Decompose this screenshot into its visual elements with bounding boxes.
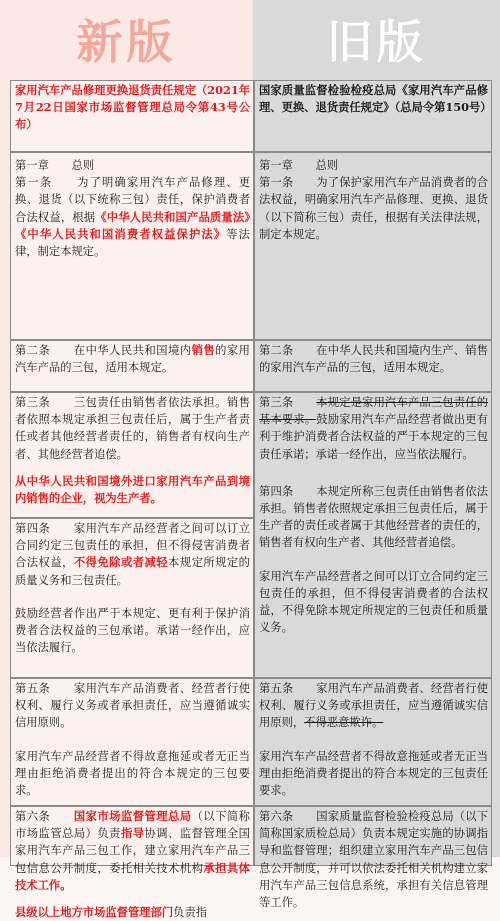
new-article-1-text <box>15 174 250 260</box>
old-article-3-rest: 鼓励家用汽车产品经营者做出更有利于维护消费者合法权益的严于本规定的三包责任承诺；承诺一经作出，应当依法履行。 <box>259 413 488 461</box>
new-article-6-text <box>15 808 250 894</box>
new-article-3-importer-text: 从中华人民共和国境外进口家用汽车产品到境内销售的企业，视为生产者。 <box>15 473 250 506</box>
new-article-1-laws: 《中华人民共和国产品质量法》《中华人民共和国消费者权益保护法》 <box>15 209 250 241</box>
new-article-6-local-text <box>15 904 250 921</box>
new-article-6-technical: 承担具体技术工作。 <box>15 860 250 892</box>
new-version-heading: 新版 <box>76 15 177 69</box>
new-article-4-part2: 本规定所规定的质量义务和三包责任。 <box>15 556 250 587</box>
old-article-3-text <box>259 394 488 463</box>
new-article-6-local-rest: 负责指 <box>173 906 208 920</box>
new-article-3-cell <box>10 392 254 518</box>
old-article-4-text: 第四条 本规定所称三包责任由销售者依法承担。销售者依照规定承担三包责任后，属于生产者的责任或者属于其他经营者的责任的，销售者有权向生产者、其他经营者追偿。 <box>259 484 488 550</box>
new-article-1-part2: 等法律，制定本规定。 <box>15 227 250 259</box>
new-article-6-part2: 协调、监督管理全国家用汽车产品三包工作，建立家用汽车产品三包信息公开制度，委托相关技术机构 <box>15 827 250 875</box>
new-article-6-guidance: 指导 <box>120 826 145 841</box>
new-article-3-text: 第三条 三包责任由销售者依法承担。销售者依照本规定承担三包责任后，属于生产者责任或者其他经营者责任的，销售者有权向生产者、其他经营者追偿。 <box>15 396 250 461</box>
new-article-6-label: 第六条 <box>15 810 74 823</box>
old-article-5-text <box>259 680 488 732</box>
new-chapter-heading: 第一章 总则 <box>15 159 95 172</box>
old-article-5-refusal-text: 家用汽车产品经营者不得故意拖延或者无正当理由拒绝消费者提出的符合本规定的三包责任要求。 <box>259 749 488 798</box>
old-article-1-text: 第一条 为了保护家用汽车产品消费者的合法权益，明确家用汽车产品修理、更换、退货（以下简称三包）责任，根据有关法律法规，制定本规定。 <box>259 176 488 241</box>
comparison-table <box>10 80 492 920</box>
old-title-cell <box>254 80 492 152</box>
new-article-4-promise-text: 鼓励经营者作出严于本规定、更有利于保护消费者合法权益的三包承诺。承诺一经作出，应当依法履行。 <box>15 606 250 655</box>
new-title-cell <box>10 80 254 152</box>
new-article-6-cell <box>10 806 254 920</box>
new-article-1-part1: 第一条 为了明确家用汽车产品修理、更换、退货（以下统称三包）责任，保护消费者合法权益，根据 <box>15 176 250 224</box>
new-article-4-part1: 第四条 家用汽车产品经营者之间可以订立合同约定三包责任的承担，但不得侵害消费者合法权益， <box>15 522 250 570</box>
old-article-3-4-cell <box>254 392 492 678</box>
new-article-5-refusal-text: 家用汽车产品经营者不得故意拖延或者无正当理由拒绝消费者提出的符合本规定的三包要求。 <box>15 749 250 798</box>
old-version-heading: 旧版 <box>326 15 427 69</box>
old-article-1-cell <box>254 152 492 340</box>
new-article-2-part1: 第二条 在中华人民共和国境内 <box>15 344 192 357</box>
old-article-4-contract-text: 家用汽车产品经营者之间可以订立合同约定三包责任的承担，但不得侵害消费者的合法权益，不得免除本规定所规定的三包责任和质量义务。 <box>259 569 488 635</box>
old-article-5-part1: 第五条 家用汽车产品消费者、经营者行使权利、履行义务或承担责任，应当遵循诚实信用原则， <box>259 682 488 730</box>
old-article-6-text: 第六条 国家质量监督检验检疫总局（以下简称国家质检总局）负责本规定实施的协调指导和监督管理；组织建立家用汽车产品三包信息公开制度，并可以依法委托相关机构建立家用汽车产品三包信息系统，承担有关信息管理等工作。 <box>259 810 488 910</box>
new-article-5-text: 第五条 家用汽车产品消费者、经营者行使权利、履行义务或者承担责任，应当遵循诚实信用原则。 <box>15 682 250 730</box>
old-article-3-deleted: 本规定是家用汽车产品三包责任的基本要求。 <box>259 396 488 427</box>
new-article-2-cell <box>10 340 254 392</box>
new-article-4-cell <box>10 518 254 678</box>
new-regulation-title: 家用汽车产品修理更换退货责任规定（2021年7月22日国家市场监督管理总局令第43号公布） <box>15 83 250 132</box>
old-article-3-label: 第三条 <box>259 396 317 409</box>
new-article-4-emphasis: 不得免除或者减轻 <box>73 555 169 570</box>
new-article-2-part2: 的家用汽车产品的三包，适用本规定。 <box>15 344 250 375</box>
old-article-2-text: 第二条 在中华人民共和国境内生产、销售的家用汽车产品的三包，适用本规定。 <box>259 344 488 375</box>
new-article-6-part1: （以下简称市场监管总局）负责 <box>15 810 250 841</box>
old-article-2-cell <box>254 340 492 392</box>
old-article-6-cell <box>254 806 492 910</box>
new-article-1-cell <box>10 152 254 340</box>
new-article-4-text <box>15 520 250 589</box>
old-chapter-heading: 第一章 总则 <box>259 159 339 172</box>
new-article-6-authority: 国家市场监督管理总局 <box>73 809 192 823</box>
new-article-2-text <box>15 342 250 376</box>
new-article-6-local-authority: 县级以上地方市场监督管理部门 <box>15 905 174 920</box>
old-regulation-title: 国家质量监督检验检疫总局《家用汽车产品修理、更换、退货责任规定》（总局令第150号） <box>259 83 492 115</box>
old-article-5-deleted: 不得恶意欺诈。 <box>304 716 384 730</box>
old-article-5-cell <box>254 678 492 806</box>
new-article-5-cell <box>10 678 254 806</box>
new-article-2-sales: 销售 <box>191 343 216 357</box>
